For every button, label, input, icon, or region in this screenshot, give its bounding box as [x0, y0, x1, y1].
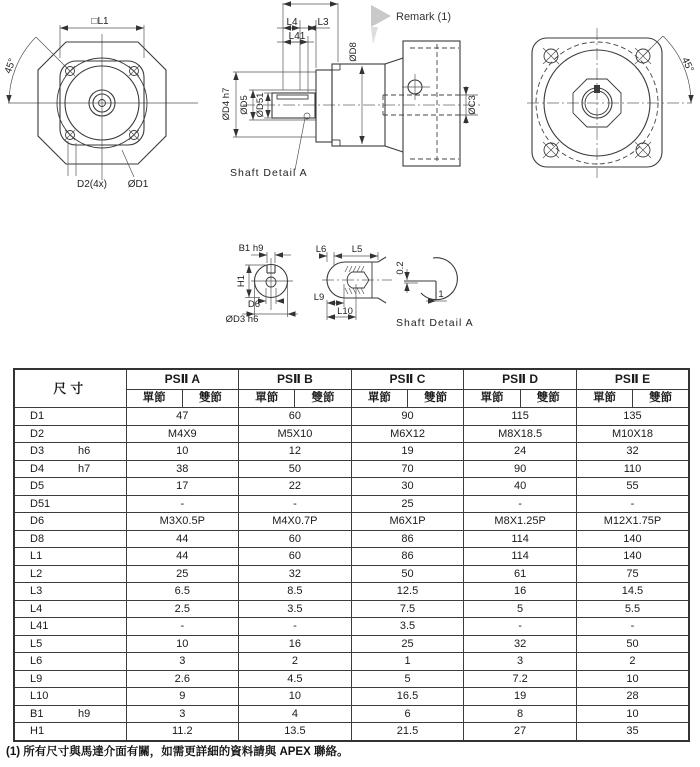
value-cell: 2.6 [126, 670, 239, 688]
subheader: 雙節 [633, 390, 689, 408]
value-cell: 8.5 [239, 583, 352, 601]
value-cell: 3 [464, 653, 577, 671]
column-group-5: PSⅡ E [576, 369, 689, 390]
dim-label-l5: L5 [351, 244, 363, 255]
keyway [594, 85, 600, 93]
taper [385, 58, 403, 64]
table-row-D3 [14, 443, 689, 461]
row-label: D3 h6 [14, 443, 126, 461]
value-cell: 5 [464, 600, 577, 618]
value-cell: 13.5 [239, 723, 352, 741]
value-cell: 40 [464, 478, 577, 496]
dim-label-45: 45° [2, 57, 19, 76]
output-shaft [272, 93, 315, 118]
value-cell: 9 [126, 688, 239, 706]
subheader: 單節 [126, 390, 182, 408]
row-label: L6 [14, 653, 126, 671]
row-label: D1 [14, 408, 126, 426]
value-cell: 2 [576, 653, 689, 671]
value-cell: M6X12 [351, 425, 464, 443]
value-cell: - [576, 618, 689, 636]
value-cell: 55 [576, 478, 689, 496]
value-cell: M8X18.5 [464, 425, 577, 443]
remark-arrow-tail [371, 27, 378, 44]
value-cell: 3.5 [239, 600, 352, 618]
value-cell: 4 [239, 705, 352, 723]
value-cell: 16 [239, 635, 352, 653]
row-label: L3 [14, 583, 126, 601]
column-group-2: PSⅡ B [239, 369, 352, 390]
value-cell: 10 [576, 705, 689, 723]
dim-label-d3: ØD3 h6 [225, 314, 259, 325]
table-row-L41 [14, 618, 689, 636]
value-cell: 14.5 [576, 583, 689, 601]
value-cell: 86 [351, 548, 464, 566]
row-label: D5 [14, 478, 126, 496]
dim-label-d51: ØD51 [255, 92, 266, 118]
value-cell: 61 [464, 565, 577, 583]
table-row-D5 [14, 478, 689, 496]
value-cell: 32 [576, 443, 689, 461]
dim-label-h1: H1 [236, 274, 247, 288]
value-cell: M3X0.5P [126, 513, 239, 531]
table-row-D51 [14, 495, 689, 513]
row-label: D2 [14, 425, 126, 443]
dim-label-45: 45° [679, 55, 696, 75]
value-cell: 21.5 [351, 723, 464, 741]
subheader: 雙節 [295, 390, 351, 408]
dim-label-d6: D6 [247, 299, 261, 310]
value-cell: 140 [576, 548, 689, 566]
table-row-B1 [14, 705, 689, 723]
shaft-detail-label: Shaft Detail A [230, 167, 308, 179]
row-label: D6 [14, 513, 126, 531]
column-group-1: PSⅡ A [126, 369, 239, 390]
output-flange [316, 70, 332, 142]
value-cell: 25 [126, 565, 239, 583]
value-cell: 60 [239, 548, 352, 566]
value-cell: M6X1P [351, 513, 464, 531]
table-row-D8 [14, 530, 689, 548]
table-row-H1 [14, 723, 689, 741]
subheader: 雙節 [520, 390, 576, 408]
value-cell: 10 [576, 670, 689, 688]
rear-view [527, 28, 695, 178]
front-view [3, 16, 198, 190]
value-cell: 60 [239, 530, 352, 548]
dim-label-d4: ØD4 h7 [221, 87, 232, 121]
row-label: D51 [14, 495, 126, 513]
dim-label-l10: L10 [337, 306, 353, 317]
value-cell: - [464, 495, 577, 513]
value-cell: 115 [464, 408, 577, 426]
value-cell: 50 [576, 635, 689, 653]
value-cell: 10 [126, 443, 239, 461]
dim-label-d5: ØD5 [239, 95, 250, 115]
dim-label-l9: L9 [313, 292, 325, 303]
dim-label-d8: ØD8 [348, 42, 359, 62]
value-cell: 38 [126, 460, 239, 478]
row-label: L9 [14, 670, 126, 688]
value-cell: - [239, 618, 352, 636]
value-cell: M12X1.75P [576, 513, 689, 531]
value-cell: 6 [351, 705, 464, 723]
side-section-view [221, 3, 480, 179]
table-row-L1 [14, 548, 689, 566]
value-cell: 114 [464, 548, 577, 566]
value-cell: 19 [464, 688, 577, 706]
value-cell: 3.5 [351, 618, 464, 636]
value-cell: 7.2 [464, 670, 577, 688]
value-cell: 90 [464, 460, 577, 478]
subheader: 單節 [576, 390, 632, 408]
value-cell: 10 [239, 688, 352, 706]
shaft-thread-band [277, 95, 308, 99]
table-row-L3 [14, 583, 689, 601]
remark-arrow-icon [371, 5, 391, 27]
value-cell: 50 [351, 565, 464, 583]
value-cell: 3 [126, 705, 239, 723]
value-cell: 114 [464, 530, 577, 548]
value-cell: 12.5 [351, 583, 464, 601]
subheader: 雙節 [182, 390, 238, 408]
dimension-table [13, 368, 690, 742]
row-label: L5 [14, 635, 126, 653]
value-cell: 32 [464, 635, 577, 653]
value-cell: 50 [239, 460, 352, 478]
table-row-D1 [14, 408, 689, 426]
value-cell: - [576, 495, 689, 513]
subheader: 單節 [464, 390, 520, 408]
value-cell: 24 [464, 443, 577, 461]
value-cell: 16 [464, 583, 577, 601]
value-cell: 44 [126, 530, 239, 548]
motor-adapter [403, 41, 460, 166]
value-cell: 30 [351, 478, 464, 496]
table-row-L5 [14, 635, 689, 653]
footnote: (1) 所有尺寸與馬達介面有關，如需更詳細的資料請與 APEX 聯絡。 [6, 746, 349, 758]
dim-label-chamfer: 0.2 [395, 261, 406, 275]
row-label: B1 h9 [14, 705, 126, 723]
value-cell: M10X18 [576, 425, 689, 443]
value-cell: 35 [576, 723, 689, 741]
value-cell: 2.5 [126, 600, 239, 618]
value-cell: 70 [351, 460, 464, 478]
value-cell: M4X9 [126, 425, 239, 443]
value-cell: M4X0.7P [239, 513, 352, 531]
value-cell: 8 [464, 705, 577, 723]
value-cell: 19 [351, 443, 464, 461]
value-cell: 60 [239, 408, 352, 426]
value-cell: 16.5 [351, 688, 464, 706]
value-cell: 5 [351, 670, 464, 688]
value-cell: 110 [576, 460, 689, 478]
value-cell: M8X1.25P [464, 513, 577, 531]
value-cell: 75 [576, 565, 689, 583]
taper [385, 146, 403, 152]
value-cell: 3 [126, 653, 239, 671]
technical-drawings [0, 0, 700, 365]
row-label: D4 h7 [14, 460, 126, 478]
value-cell: 12 [239, 443, 352, 461]
table-row-D2 [14, 425, 689, 443]
value-cell: 47 [126, 408, 239, 426]
dim-label-l41: L41 [288, 31, 306, 42]
shaft-end-view [314, 244, 392, 320]
dim-label-one: 1 [438, 289, 444, 300]
row-label: L2 [14, 565, 126, 583]
table-row-L9 [14, 670, 689, 688]
value-cell: 4.5 [239, 670, 352, 688]
table-corner-label: 尺寸 [14, 369, 126, 408]
row-label: H1 [14, 723, 126, 741]
value-cell: 11.2 [126, 723, 239, 741]
subheader: 單節 [351, 390, 407, 408]
table-row-L4 [14, 600, 689, 618]
dim-label-d1: ØD1 [127, 179, 149, 190]
dim-label-l1: □L1 [91, 16, 109, 27]
table-row-L10 [14, 688, 689, 706]
remark-label: Remark (1) [396, 11, 452, 23]
subheader: 雙節 [408, 390, 464, 408]
value-cell: - [239, 495, 352, 513]
value-cell: 86 [351, 530, 464, 548]
table-row-L2 [14, 565, 689, 583]
row-label: D8 [14, 530, 126, 548]
value-cell: 22 [239, 478, 352, 496]
value-cell: 1 [351, 653, 464, 671]
shaft-cross-section [226, 243, 298, 325]
table-row-L6 [14, 653, 689, 671]
value-cell: 32 [239, 565, 352, 583]
value-cell: 28 [576, 688, 689, 706]
value-cell: 44 [126, 548, 239, 566]
dim-label-l4: L4 [286, 17, 298, 28]
row-label: L1 [14, 548, 126, 566]
value-cell: 10 [126, 635, 239, 653]
dim-label-c3: ØC3 [467, 95, 478, 115]
shaft-detail-caption: Shaft Detail A [396, 317, 474, 329]
value-cell: 27 [464, 723, 577, 741]
value-cell: 135 [576, 408, 689, 426]
shaft-detail-a [395, 258, 474, 329]
value-cell: 2 [239, 653, 352, 671]
value-cell: 25 [351, 495, 464, 513]
value-cell: M5X10 [239, 425, 352, 443]
value-cell: - [464, 618, 577, 636]
table-row-D4 [14, 460, 689, 478]
value-cell: 25 [351, 635, 464, 653]
value-cell: 17 [126, 478, 239, 496]
row-label: L41 [14, 618, 126, 636]
dim-label-l6: L6 [315, 244, 327, 255]
row-label: L10 [14, 688, 126, 706]
value-cell: 5.5 [576, 600, 689, 618]
dim-label-d2: D2(4x) [76, 179, 108, 190]
subheader: 單節 [239, 390, 295, 408]
value-cell: 6.5 [126, 583, 239, 601]
row-label: L4 [14, 600, 126, 618]
column-group-3: PSⅡ C [351, 369, 464, 390]
value-cell: 7.5 [351, 600, 464, 618]
dim-label-l3: L3 [317, 17, 329, 28]
dim-label-b1: B1 h9 [238, 243, 264, 254]
value-cell: - [126, 618, 239, 636]
column-group-4: PSⅡ D [464, 369, 577, 390]
value-cell: 90 [351, 408, 464, 426]
value-cell: 140 [576, 530, 689, 548]
value-cell: - [126, 495, 239, 513]
table-row-D6 [14, 513, 689, 531]
